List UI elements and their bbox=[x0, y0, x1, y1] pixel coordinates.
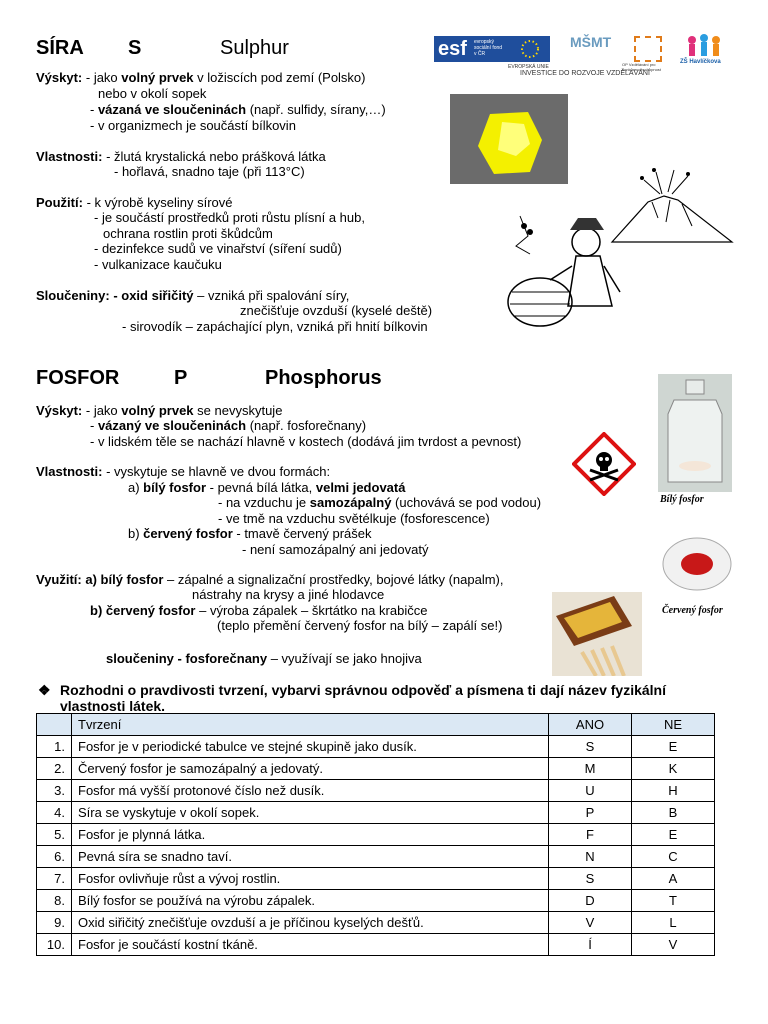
table-row bbox=[37, 758, 715, 780]
answer-no-letter[interactable]: E bbox=[632, 824, 715, 846]
header-yes: ANO bbox=[549, 714, 632, 736]
row-number: 4. bbox=[37, 802, 72, 824]
eu-logo-text: EVROPSKÁ UNIE bbox=[508, 64, 549, 70]
toxic-hazard-icon bbox=[572, 432, 636, 496]
matches-photo bbox=[552, 592, 642, 676]
row-number: 10. bbox=[37, 934, 72, 956]
row-statement: Fosfor je plynná látka. bbox=[72, 824, 549, 846]
sulphur-properties-line2: - hořlavá, snadno taje (při 113°C) bbox=[114, 164, 305, 179]
sulphur-use-line4: - dezinfekce sudů ve vinařství (síření sudů) bbox=[94, 241, 342, 256]
answer-yes-letter[interactable]: S bbox=[549, 868, 632, 890]
answer-yes-letter[interactable]: U bbox=[549, 780, 632, 802]
white-phosphorus-line2: - na vzduchu je samozápalný (uchovává se pod vodou) bbox=[218, 495, 542, 510]
table-row bbox=[37, 890, 715, 912]
school-logo-text: ZŠ Havlíčkova bbox=[680, 59, 721, 65]
phosphorus-occurrence-line2: - vázaný ve sloučeninách (např. fosforečnany) bbox=[90, 418, 367, 433]
sulphur-occurrence-line4: - v organizmech je součástí bílkovin bbox=[90, 118, 296, 133]
task-instruction-line1: Rozhodni o pravdivosti tvrzení, vybarvi správnou odpověď a písmena ti dají název fyzikální bbox=[60, 682, 666, 698]
sulphur-title: SÍRA bbox=[36, 37, 84, 59]
table-row bbox=[37, 912, 715, 934]
white-phosphorus-line1: a) bílý fosfor - pevná bílá látka, velmi jedovatá bbox=[128, 480, 406, 495]
answer-yes-letter[interactable]: N bbox=[549, 846, 632, 868]
sulphur-compounds-line1: Sloučeniny: - oxid siřičitý – vzniká při spalování síry, bbox=[36, 288, 350, 303]
row-statement: Červený fosfor je samozápalný a jedovatý. bbox=[72, 758, 549, 780]
red-phosphorus-dish-photo bbox=[660, 524, 734, 600]
row-statement: Fosfor má vyšší protonové číslo než dusík. bbox=[72, 780, 549, 802]
white-phosphorus-line3: - ve tmě na vzduchu světélkuje (fosforescence) bbox=[218, 511, 490, 526]
table-row bbox=[37, 934, 715, 956]
answer-yes-letter[interactable]: M bbox=[549, 758, 632, 780]
sulphur-properties-line1: Vlastnosti: - žlutá krystalická nebo prášková látka bbox=[36, 149, 326, 164]
row-number: 2. bbox=[37, 758, 72, 780]
table-row bbox=[37, 780, 715, 802]
op-vk-logo bbox=[634, 36, 662, 62]
header-number bbox=[37, 714, 72, 736]
answer-no-letter[interactable]: B bbox=[632, 802, 715, 824]
phosphorus-use-line4: (teplo přemění červený fosfor na bílý – zapálí se!) bbox=[217, 618, 503, 633]
phosphorus-symbol: P bbox=[174, 367, 188, 389]
invest-text: INVESTICE DO ROZVOJE VZDĚLÁVÁNÍ bbox=[520, 70, 650, 77]
row-number: 1. bbox=[37, 736, 72, 758]
sulphur-compounds-line3: - sirovodík – zapáchající plyn, vzniká při hnití bílkovin bbox=[122, 319, 428, 334]
answer-no-letter[interactable]: L bbox=[632, 912, 715, 934]
sulphur-occurrence-line3: - vázaná ve sloučeninách (např. sulfidy, sírany,…) bbox=[90, 102, 386, 117]
row-statement: Bílý fosfor se používá na výrobu zápalek. bbox=[72, 890, 549, 912]
phosphorus-properties-line1: Vlastnosti: - vyskytuje se hlavně ve dvou formách: bbox=[36, 464, 331, 479]
school-logo bbox=[684, 32, 728, 61]
answer-yes-letter[interactable]: F bbox=[549, 824, 632, 846]
row-number: 8. bbox=[37, 890, 72, 912]
answer-no-letter[interactable]: C bbox=[632, 846, 715, 868]
row-statement: Pevná síra se snadno taví. bbox=[72, 846, 549, 868]
sulphur-occurrence-line1: Výskyt: - jako volný prvek v ložiscích pod zemí (Polsko) bbox=[36, 70, 366, 85]
row-statement: Oxid siřičitý znečišťuje ovzduší a je příčinou kyselých dešťů. bbox=[72, 912, 549, 934]
sulphur-symbol: S bbox=[128, 37, 142, 59]
table-row bbox=[37, 736, 715, 758]
row-number: 6. bbox=[37, 846, 72, 868]
table-row bbox=[37, 802, 715, 824]
esf-logo: esf bbox=[434, 36, 510, 62]
phosphorus-occurrence-line1: Výskyt: - jako volný prvek se nevyskytuje bbox=[36, 403, 283, 418]
true-false-table bbox=[36, 713, 715, 956]
esf-logo-text: evropský sociální fond v ČR bbox=[474, 39, 503, 57]
phosphorus-english-name: Phosphorus bbox=[265, 367, 382, 389]
answer-no-letter[interactable]: E bbox=[632, 736, 715, 758]
table-row bbox=[37, 868, 715, 890]
sulphur-english-name: Sulphur bbox=[220, 37, 289, 59]
phosphorus-title: FOSFOR bbox=[36, 367, 120, 389]
white-phosphorus-jar-photo bbox=[658, 374, 732, 492]
answer-yes-letter[interactable]: Í bbox=[549, 934, 632, 956]
answer-no-letter[interactable]: A bbox=[632, 868, 715, 890]
table-row bbox=[37, 846, 715, 868]
table-header-row bbox=[37, 714, 715, 736]
table-row bbox=[37, 824, 715, 846]
op-vk-text: OP Vzdělávání pro konkurenceschopnost bbox=[622, 62, 661, 72]
row-statement: Fosfor je v periodické tabulce ve stejné skupině jako dusík. bbox=[72, 736, 549, 758]
phosphorus-use-line1: Využití: a) bílý fosfor – zápalné a signalizační prostředky, bojové látky (napalm), bbox=[36, 572, 504, 587]
answer-no-letter[interactable]: T bbox=[632, 890, 715, 912]
phosphorus-use-line3: b) červený fosfor – výroba zápalek – škrtátko na krabičce bbox=[90, 603, 428, 618]
red-phosphorus-line1: b) červený fosfor - tmavě červený prášek bbox=[128, 526, 372, 541]
header-no: NE bbox=[632, 714, 715, 736]
answer-no-letter[interactable]: H bbox=[632, 780, 715, 802]
answer-yes-letter[interactable]: S bbox=[549, 736, 632, 758]
sulphur-compounds-line2: znečišťuje ovzduší (kyselé deště) bbox=[240, 303, 433, 318]
funding-logos bbox=[430, 30, 740, 86]
red-phosphorus-caption: Červený fosfor bbox=[662, 605, 723, 616]
sulphur-use-line1: Použití: - k výrobě kyseliny sírové bbox=[36, 195, 233, 210]
answer-yes-letter[interactable]: D bbox=[549, 890, 632, 912]
sulphur-crystal-photo bbox=[450, 94, 568, 184]
red-phosphorus-line2: - není samozápalný ani jedovatý bbox=[242, 542, 429, 557]
answer-no-letter[interactable]: V bbox=[632, 934, 715, 956]
msmt-logo: MŠMT bbox=[570, 34, 612, 50]
sulphur-occurrence-line2: nebo v okolí sopek bbox=[98, 86, 207, 101]
row-statement: Síra se vyskytuje v okolí sopek. bbox=[72, 802, 549, 824]
row-number: 7. bbox=[37, 868, 72, 890]
header-statement: Tvrzení bbox=[72, 714, 549, 736]
task-bullet-icon: ❖ bbox=[38, 682, 51, 698]
row-number: 3. bbox=[37, 780, 72, 802]
eu-flag-logo bbox=[510, 36, 550, 62]
phosphorus-compounds-line: sloučeniny - fosforečnany – využívají se jako hnojiva bbox=[106, 651, 422, 666]
phosphorus-occurrence-line3: - v lidském těle se nachází hlavně v kostech (dodává jim tvrdost a pevnost) bbox=[90, 434, 522, 449]
white-phosphorus-caption: Bílý fosfor bbox=[660, 494, 704, 505]
sulphur-use-line5: - vulkanizace kaučuku bbox=[94, 257, 222, 272]
row-statement: Fosfor je součástí kostní tkáně. bbox=[72, 934, 549, 956]
answer-yes-letter[interactable]: V bbox=[549, 912, 632, 934]
row-number: 9. bbox=[37, 912, 72, 934]
sulphur-use-line3: ochrana rostlin proti škůdcům bbox=[103, 226, 273, 241]
answer-no-letter[interactable]: K bbox=[632, 758, 715, 780]
winemaker-barrel-sketch bbox=[500, 196, 644, 334]
row-statement: Fosfor ovlivňuje růst a vývoj rostlin. bbox=[72, 868, 549, 890]
answer-yes-letter[interactable]: P bbox=[549, 802, 632, 824]
sulphur-use-line2: - je součástí prostředků proti růstu plísní a hub, bbox=[94, 210, 365, 225]
task-instruction-line2: vlastnosti látek. bbox=[60, 698, 166, 714]
phosphorus-use-line2: nástrahy na krysy a jiné hlodavce bbox=[192, 587, 385, 602]
row-number: 5. bbox=[37, 824, 72, 846]
